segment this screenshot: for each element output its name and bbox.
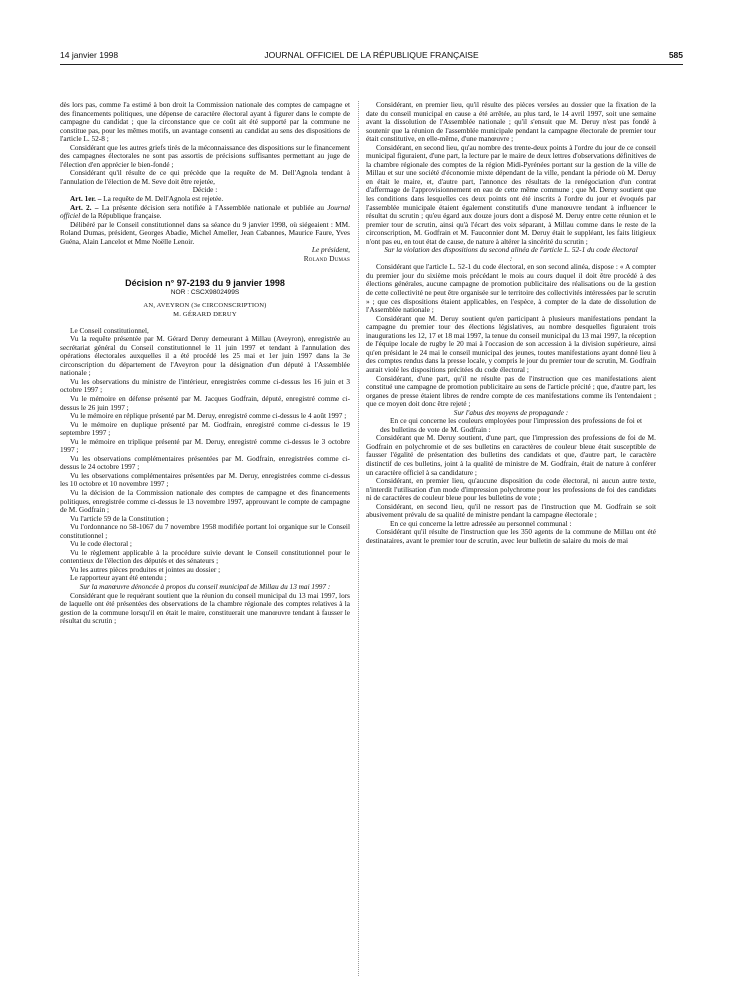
visa: Vu l'ordonnance no 58-1067 du 7 novembre 1958 modifiée portant loi organique sur le Conseil constitutionnel ; [60, 522, 350, 540]
paragraph: Considérant, en second lieu, qu'au nombre des trente-deux points à l'ordre du jour de ce conseil municipal figuraient, d'une part, la lecture par le maire de deux lettres d'observations définitives de la chambre régionale des comptes de la région Midi-Pyrénées portant sur la gestion de la ville de Millau et sur une société d'économie mixte dépendant de la ville, pendant la période où M. Deruy en était le maire, et, d'autre part, l'annonce des résultats de la renégociation d'un contrat d'affermage de l'approvisionnement en eau de cette même commune ; que M. Deruy soutient que les conditions dans lesquelles ces deux points ont été inscrits à l'ordre du jour et évoqués par l'assemblée municipale étaient également constitutifs d'une manœuvre tendant à influencer le résultat du scrutin ; qu'eu égard aux douze jours dont a disposé M. Deruy entre cette réunion et le premier tour de scrutin, ainsi qu'à l'écart des voix séparant, à Millau comme dans le reste de la circonscription, M. Godfrain et M. Fauconnier dont M. Deruy était le suppléant, les faits litigieux n'ont pas eu, en tout état de cause, de nature à altérer la sincérité du scrutin ; [366, 142, 656, 246]
visa: Vu le règlement applicable à la procédure suivie devant le Conseil constitutionnel pour le contentieux de l'élection des députés et des sénateurs ; [60, 547, 350, 566]
paragraph: dès lors pas, comme l'a estimé à bon droit la Commission nationale des comptes de campagne et des financements politiques, une dépense de caractère électoral ayant à figurer dans le compte de campagne du candidat ; que la circonstance que ce coût ait été supporté par la commune ne constitue pas, pour les mêmes motifs, un avantage consenti au candidat au sens des dispositions de l'article L. 52-8 ; [60, 101, 350, 144]
paragraph: Considérant, d'une part, qu'il ne résulte pas de l'instruction que ces manifestations aient constitué une campagne de promotion publicitaire au sens de l'article précité ; que, d'autre part, les organes de presse étaient libres de rendre compte de ces manifestations comme ils l'entendaient ; que ce moyen doit donc être rejeté ; [366, 373, 656, 409]
article-text: de la République française. [80, 211, 162, 221]
paragraph: Considérant, en second lieu, qu'il ne ressort pas de l'instruction que M. Godfrain se soit abusivement prévalu de sa qualité de ministre pendant la campagne électorale ; [366, 501, 656, 520]
page-header [60, 50, 683, 64]
section-heading: Sur la manœuvre dénoncée à propos du conseil municipal de Millau du 13 mai 1997 : [79, 581, 331, 591]
visa: Vu les observations complémentaires présentées par M. Godfrain, enregistrées comme ci-dessus le 24 octobre 1997 ; [60, 453, 350, 472]
header-title: JOURNAL OFFICIEL DE LA RÉPUBLIQUE FRANÇAISE [264, 50, 479, 60]
president-label: Le président, [311, 245, 350, 255]
visa: Vu l'article 59 de la Constitution ; [70, 513, 169, 523]
paragraph: Considérant, en premier lieu, qu'il résulte des pièces versées au dossier que la fixation de la date du conseil municipal en cause a été arrêtée, au plus tard, le 14 avril 1997, soit une semaine avant la dissolution de l'Assemblée nationale ; qu'il s'ensuit que M. Deruy n'est pas fondé à soutenir que la réunion de l'assemblée municipale pendant la campagne électorale de premier tour était constitutive, en elle-même, d'une manœuvre ; [366, 101, 656, 144]
paragraph: Considérant que les autres griefs tirés de la méconnaissance des dispositions sur le financement des campagnes électorales ne sont pas assortis de précisions suffisantes permettant au juge de l'élection d'en apprécier le bien-fondé ; [60, 142, 350, 169]
subsection-heading: En ce qui concerne les couleurs employées pour l'impression des professions de foi et des bulletins de vote de M. Godfrain : [380, 416, 642, 434]
paragraph: Considérant que M. Deruy soutient qu'en participant à plusieurs manifestations pendant la campagne du premier tour des élections législatives, au nombre desquelles figuraient trois inaugurations les 12, 17 et 18 mai 1997, la tenue du conseil municipal du 13 mai 1997, la réception de l'équipe locale de rugby le 20 mai à l'occasion de son accession à la division supérieure, ainsi qu'en présidant le 24 mai le conseil municipal des jeunes, toutes manifestations ayant donné lieu à des comptes rendus dans la presse locale, y compris le jour du premier tour de scrutin, M. Godfrain aurait violé les dispositions précitées du code électoral ; [366, 313, 656, 374]
article-text: La présente décision sera notifiée à l'Assemblée nationale et publiée au [98, 202, 328, 212]
article-label: Art. 1er. – [70, 194, 102, 204]
subsection-heading: En ce qui concerne la lettre adressée au personnel communal : [390, 518, 572, 528]
visa: Vu les observations du ministre de l'intérieur, enregistrées comme ci-dessus les 16 juin et 3 octobre 1997 ; [60, 376, 350, 395]
visa: Le rapporteur ayant été entendu ; [70, 573, 167, 583]
header-rule [60, 64, 683, 65]
decision-title: Décision n° 97-2193 du 9 janvier 1998 [125, 278, 285, 289]
article-label: Art. 2. – [70, 202, 99, 212]
section-heading: Sur l'abus des moyens de propagande : [453, 407, 569, 417]
journal-name: Journal officiel [60, 202, 350, 221]
paragraph: Considérant, en premier lieu, qu'aucune disposition du code électoral, ni aucun autre texte, n'interdit l'utilisation d'un mode d'impression polychrome pour les professions de foi des candidats ni de caractères de couleur bleue pour les bulletins de vote ; [366, 476, 656, 503]
circonscription: AN, AVEYRON (3e CIRCONSCRIPTION) [143, 302, 267, 310]
visa: Vu la décision de la Commission nationale des comptes de campagne et des financements politiques, enregistrée comme ci-dessus le 13 novembre 1997, approuvant le compte de campagne de M. Godfrain ; [60, 487, 350, 515]
paragraph: Considérant que M. Deruy soutient, d'une part, que l'impression des professions de foi de M. Godfrain en polychromie et de ses bulletins en caractères de couleur bleue était susceptible de fausser l'égalité de présentation des bulletins des candidats et que, d'autre part, le caractère distinctif de ces bulletins, joint à la qualité de ministre de M. Godfrain, était de nature à conférer un caractère officiel à sa candidature ; [366, 433, 656, 477]
paragraph: Considérant que l'article L. 52-1 du code électoral, en son second alinéa, dispose : « A compter du premier jour du sixième mois précédant le mois au cours duquel il doit être procédé à des élections générales, aucune campagne de promotion publicitaire des réalisations ou de la gestion de cette collectivité ne peut être organisée sur le territoire des collectivités intéressées par le scrutin » ; que ces dispositions étaient applicables, en l'espèce, à compter de la date de dissolution de l'Assemblée nationale ; [366, 262, 656, 315]
visa: Vu le code électoral ; [70, 539, 132, 549]
paragraph: Considérant qu'il résulte de ce qui précède que la requête de M. Dell'Agnola tendant à l'annulation de l'élection de M. Seve doit être rejetée, [60, 168, 350, 186]
left-column [60, 101, 350, 981]
paragraph: Le Conseil constitutionnel, [70, 325, 149, 335]
section-heading: Sur la violation des dispositions du second alinéa de l'article L. 52-1 du code électoral : [384, 245, 638, 263]
decide-heading: Décide : [192, 185, 218, 195]
header-date: 14 janvier 1998 [60, 50, 119, 60]
paragraph: Considérant que le requérant soutient que la réunion du conseil municipal du 13 mai 1997, lors de laquelle ont été présentées des observations de la chambre régionale des comptes relatives à la gestion de la commune lorsqu'il en était le maire, constituerait une manœuvre tendant à fausser le résultat du scrutin ; [60, 590, 350, 626]
visa: Vu le mémoire en défense présenté par M. Jacques Godfrain, député, enregistré comme ci-dessus le 26 juin 1997 ; [60, 393, 350, 412]
visa: Vu la requête présentée par M. Gérard Deruy demeurant à Millau (Aveyron), enregistrée au secrétariat général du Conseil constitutionnel le 11 juin 1997 et tendant à l'annulation des opérations électorales auxquelles il a été procédé les 25 mai et 1er juin 1997 dans la 3e circonscription du département de l'Aveyron pour la désignation d'un député à l'Assemblée nationale ; [60, 334, 350, 378]
visa: Vu les autres pièces produites et jointes au dossier ; [70, 564, 221, 574]
deliberation: Délibéré par le Conseil constitutionnel dans sa séance du 9 janvier 1998, où siégeaient : MM. Roland Dumas, président, Georges Abadie, Michel Ameller, Jean Cabannes, Maurice Faure, Yves Guéna, Alain Lancelot et Mme Noëlle Lenoir. [60, 219, 350, 246]
article-2 [60, 204, 350, 221]
visa: Vu le mémoire en triplique présenté par M. Deruy, enregistré comme ci-dessus le 3 octobre 1997 ; [60, 436, 350, 455]
visa: Vu le mémoire en réplique présenté par M. Deruy, enregistré comme ci-dessus le 4 août 1997 ; [70, 411, 347, 421]
visa: Vu les observations complémentaires présentées par M. Deruy, enregistrées comme ci-dessus les 10 octobre et 10 novembre 1997 ; [60, 470, 350, 489]
paragraph: Considérant qu'il résulte de l'instruction que les 350 agents de la commune de Millau ont été destinataires, avant le premier tour de scrutin, avec leur bulletin de salaire du mois de mai [366, 527, 656, 545]
nor-reference: NOR : CSCX9802499S [170, 288, 240, 296]
candidate-name: M. GÉRARD DERUY [173, 311, 237, 319]
article-text: La requête de M. Dell'Agnola est rejetée. [101, 194, 224, 204]
right-column [366, 101, 656, 981]
column-separator [358, 101, 359, 976]
visa: Vu le mémoire en duplique présenté par M. Godfrain, enregistré comme ci-dessus le 19 septembre 1997 ; [60, 419, 350, 438]
page-number: 585 [668, 50, 683, 60]
signature: Roland Dumas [303, 253, 350, 263]
